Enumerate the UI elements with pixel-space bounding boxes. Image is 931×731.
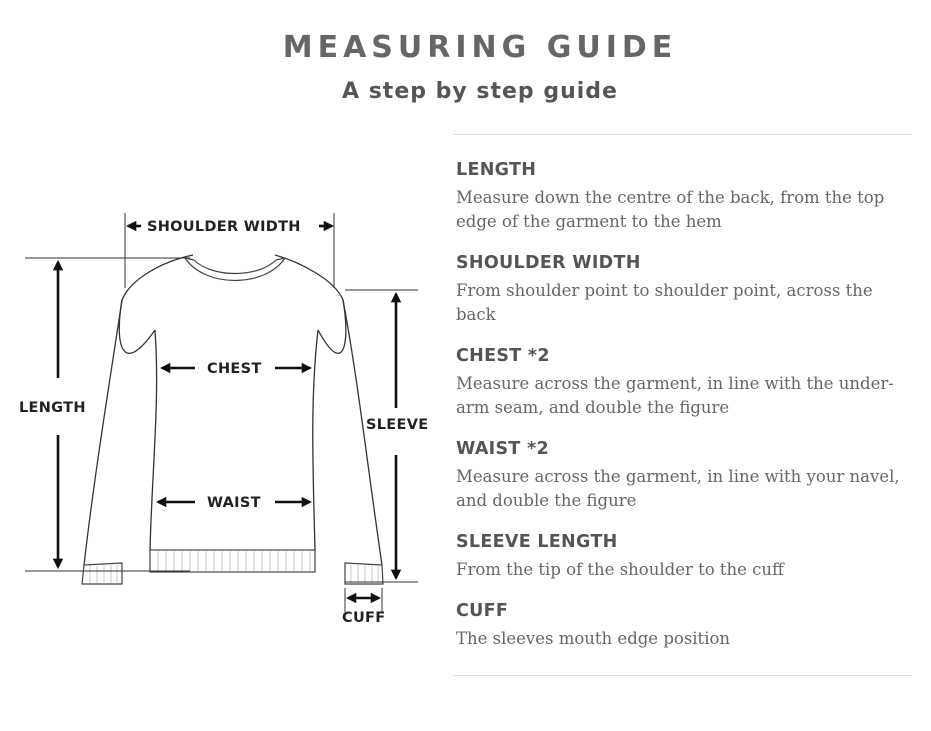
guide-item-length	[456, 160, 912, 234]
bottom-divider	[453, 675, 912, 676]
label-chest: CHEST	[207, 361, 262, 377]
sweater-diagram	[0, 195, 440, 635]
label-waist: WAIST	[207, 495, 261, 511]
left-cuff	[82, 563, 122, 584]
guide-item-desc: From shoulder point to shoulder point, across the back	[456, 281, 873, 324]
guide-list	[453, 135, 912, 651]
collar	[185, 258, 285, 281]
guide-item-title: LENGTH	[456, 160, 537, 180]
sweater-outline	[84, 255, 382, 565]
hem-band	[150, 550, 315, 572]
guide-item-desc: Measure across the garment, in line with your navel, and double the figure	[456, 467, 900, 510]
measurement-arrows	[58, 226, 396, 598]
label-sleeve: SLEEVE	[366, 417, 429, 433]
guide-item-desc: The sleeves mouth edge position	[456, 629, 731, 648]
page-subtitle: A step by step guide	[342, 79, 618, 104]
guide-item-shoulder-width	[456, 253, 912, 327]
guide-item-cuff	[456, 601, 912, 651]
guide-item-sleeve-length	[456, 532, 912, 582]
guide-item-desc: Measure down the centre of the back, from the top edge of the garment to the hem	[456, 188, 885, 231]
guide-item-title: CUFF	[456, 601, 509, 621]
right-cuff	[345, 563, 383, 584]
label-shoulder-width: SHOULDER WIDTH	[147, 219, 301, 235]
guide-item-title: SLEEVE LENGTH	[456, 532, 618, 552]
guide-item-title: SHOULDER WIDTH	[456, 253, 641, 273]
guide-item-title: CHEST *2	[456, 346, 550, 366]
guide-item-desc: Measure across the garment, in line with the under-arm seam, and double the figure	[456, 374, 894, 417]
guide-item-chest	[456, 346, 912, 420]
label-cuff: CUFF	[342, 610, 386, 626]
label-length: LENGTH	[19, 400, 86, 416]
guide-panel	[453, 134, 912, 670]
guide-item-desc: From the tip of the shoulder to the cuff	[456, 560, 784, 579]
page-title: MEASURING GUIDE	[282, 30, 678, 65]
guide-item-waist	[456, 439, 912, 513]
guide-item-title: WAIST *2	[456, 439, 549, 459]
